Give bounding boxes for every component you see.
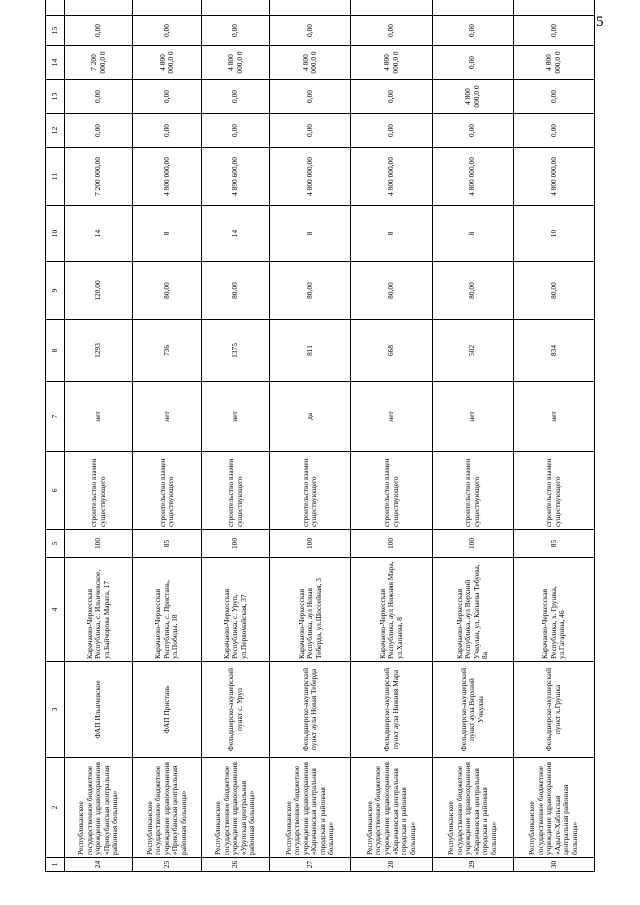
facility-name: Фельдшерско-акушерский пункт х.Грушка <box>513 662 594 758</box>
area: 80,00 <box>432 262 513 320</box>
work-type: строительство взамен существующего <box>270 452 351 530</box>
header-cell: 8 <box>46 320 65 382</box>
population: 1293 <box>65 320 133 382</box>
area: 120,00 <box>65 262 133 320</box>
staff-count: 8 <box>432 206 513 262</box>
work-type: строительство взамен существующего <box>133 452 201 530</box>
area: 80,00 <box>513 262 594 320</box>
header-cell: 14 <box>46 46 65 80</box>
work-type: строительство взамен существующего <box>65 452 133 530</box>
population: 811 <box>270 320 351 382</box>
row-number: 25 <box>133 858 201 872</box>
wear-percent: 85 <box>513 530 594 558</box>
table-row <box>65 0 133 872</box>
cost-cell: 4 800 000,0 0 <box>270 46 351 80</box>
wear-percent: 100 <box>270 530 351 558</box>
population: 502 <box>432 320 513 382</box>
header-cell: 15 <box>46 16 65 46</box>
table-row <box>201 0 269 872</box>
header-cell: 4 <box>46 558 65 662</box>
facility-name: Фельдшерско-акушерский пункт аула Верхний Учкулан <box>432 662 513 758</box>
facility-address: Карачаево-Черкесская Республика, аул Нижняя Мара, ул.Хапаева, 8 <box>351 558 432 662</box>
cost-cell: 0,00 <box>133 16 201 46</box>
pickup-flag: нет <box>133 382 201 452</box>
pickup-flag: нет <box>513 382 594 452</box>
area: 80,00 <box>351 262 432 320</box>
work-type: строительство взамен существующего <box>201 452 269 530</box>
institution-name: Республиканское государственное бюджетное учреждение здравоохранения «Карачаевская центральная городская и районная больница» <box>351 758 432 858</box>
cost-cell <box>270 0 351 16</box>
table-row <box>133 0 201 872</box>
cost-cell: 0,00 <box>432 16 513 46</box>
header-cell: 1 <box>46 858 65 872</box>
cost-cell: 0,00 <box>65 16 133 46</box>
facility-name: Фельдшерско-акушерский пункт аула Нижняя Мара <box>351 662 432 758</box>
header-row <box>46 0 65 872</box>
table-row <box>351 0 432 872</box>
staff-count: 14 <box>201 206 269 262</box>
total-cost: 4 800 000,00 <box>432 148 513 206</box>
area: 80,00 <box>133 262 201 320</box>
cost-cell <box>201 0 269 16</box>
cost-cell: 0,00 <box>270 114 351 148</box>
staff-count: 14 <box>65 206 133 262</box>
institution-name: Республиканское государственное бюджетное учреждение здравоохранения «Прикубанская центральная районная больница» <box>65 758 133 858</box>
institution-name: Республиканское государственное бюджетное учреждение здравоохранения «Карачаевская центральная городская и районная больница» <box>432 758 513 858</box>
table-row <box>513 0 594 872</box>
cost-cell: 4 800 000,0 0 <box>513 46 594 80</box>
row-number: 29 <box>432 858 513 872</box>
header-cell: 9 <box>46 262 65 320</box>
header-cell: 7 <box>46 382 65 452</box>
pickup-flag: нет <box>65 382 133 452</box>
area: 80,00 <box>270 262 351 320</box>
total-cost: 7 200 000,00 <box>65 148 133 206</box>
cost-cell: 4 800 000,0 0 <box>201 46 269 80</box>
total-cost: 4 890 600,00 <box>201 148 269 206</box>
institution-name: Республиканское государственное бюджетное учреждение здравоохранения «Прикубанская центральная районная больница» <box>133 758 201 858</box>
cost-cell: 0,00 <box>65 80 133 114</box>
cost-cell: 0,00 <box>133 114 201 148</box>
total-cost: 4 800 000,00 <box>351 148 432 206</box>
population: 834 <box>513 320 594 382</box>
total-cost: 4 800 000,00 <box>133 148 201 206</box>
wear-percent: 100 <box>432 530 513 558</box>
institution-name: Республиканское государственное бюджетное учреждение здравоохранения «Урупская центральная районная больница» <box>201 758 269 858</box>
header-cell: 3 <box>46 662 65 758</box>
population: 1375 <box>201 320 269 382</box>
cost-cell: 0,00 <box>201 114 269 148</box>
header-cell: 12 <box>46 114 65 148</box>
cost-cell: 7 200 000,0 0 <box>65 46 133 80</box>
cost-cell: 0,00 <box>513 80 594 114</box>
cost-cell: 0,00 <box>270 16 351 46</box>
facility-address: Карачаево-Черкесская Республика, аул Новая Теберда, ул.Шоссейная, 3 <box>270 558 351 662</box>
row-number: 27 <box>270 858 351 872</box>
cost-cell: 0,00 <box>65 114 133 148</box>
work-type: строительство взамен существующего <box>351 452 432 530</box>
staff-count: 8 <box>133 206 201 262</box>
wear-percent: 85 <box>133 530 201 558</box>
cost-cell <box>351 0 432 16</box>
cost-cell <box>432 0 513 16</box>
population: 736 <box>133 320 201 382</box>
cost-cell: 4 800 000,0 0 <box>133 46 201 80</box>
cost-cell: 0,00 <box>432 46 513 80</box>
pickup-flag: нет <box>351 382 432 452</box>
staff-count: 10 <box>513 206 594 262</box>
total-cost: 4 800 000,00 <box>270 148 351 206</box>
wear-percent: 100 <box>65 530 133 558</box>
header-cell: 5 <box>46 530 65 558</box>
facility-name: ФАП Ильичевское <box>65 662 133 758</box>
population: 668 <box>351 320 432 382</box>
cost-cell: 0,00 <box>270 80 351 114</box>
rotated-table-wrapper <box>45 22 595 872</box>
row-number: 30 <box>513 858 594 872</box>
wear-percent: 100 <box>351 530 432 558</box>
header-cell: 6 <box>46 452 65 530</box>
staff-count: 8 <box>270 206 351 262</box>
wear-percent: 100 <box>201 530 269 558</box>
pickup-flag: да <box>270 382 351 452</box>
work-type: строительство взамен существующего <box>513 452 594 530</box>
row-number: 24 <box>65 858 133 872</box>
header-cell: 13 <box>46 80 65 114</box>
facility-address: Карачаево-Черкесская Республика, с. Ильичевское, ул.Байчорова Марата, 17 <box>65 558 133 662</box>
page-number: 5 <box>596 14 604 30</box>
cost-cell: 0,00 <box>351 16 432 46</box>
header-cell: 2 <box>46 758 65 858</box>
cost-cell: 0,00 <box>513 16 594 46</box>
cost-cell: 0,00 <box>432 114 513 148</box>
facility-address: Карачаево-Черкесская Республика, аул Верхний Учкулан, ул. Капаева Тебуева, 8а <box>432 558 513 662</box>
facility-address: Карачаево-Черкесская Республика, с. Уруп, ул.Первомайская, 37 <box>201 558 269 662</box>
cost-cell <box>65 0 133 16</box>
table-row <box>270 0 351 872</box>
staff-count: 8 <box>351 206 432 262</box>
table-row <box>432 0 513 872</box>
cost-cell: 0,00 <box>351 114 432 148</box>
area: 80,00 <box>201 262 269 320</box>
row-number: 26 <box>201 858 269 872</box>
cost-cell: 4 800 000,0 0 <box>351 46 432 80</box>
cost-cell: 0,00 <box>201 80 269 114</box>
work-type: строительство взамен существующего <box>432 452 513 530</box>
facility-name: Фельдшерско-акушерский пункт с. Уруп <box>201 662 269 758</box>
facilities-table <box>45 0 595 872</box>
pickup-flag: нет <box>432 382 513 452</box>
total-cost: 4 800 000,00 <box>513 148 594 206</box>
institution-name: Республиканское государственное бюджетное учреждение здравоохранения «Адыге-Хабльская центральная районная больница» <box>513 758 594 858</box>
header-cell <box>46 0 65 16</box>
cost-cell: 4 800 000,0 0 <box>432 80 513 114</box>
institution-name: Республиканское государственное бюджетное учреждение здравоохранения «Карачаевская центральная городская и районная больница» <box>270 758 351 858</box>
facility-name: Фельдшерско-акушерский пункт аула Новая Теберда <box>270 662 351 758</box>
cost-cell: 0,00 <box>201 16 269 46</box>
cost-cell: 0,00 <box>351 80 432 114</box>
header-cell: 10 <box>46 206 65 262</box>
facility-name: ФАП Пристань <box>133 662 201 758</box>
header-cell: 11 <box>46 148 65 206</box>
cost-cell <box>513 0 594 16</box>
cost-cell <box>133 0 201 16</box>
facility-address: Карачаево-Черкесская Республика, х. Грушка, ул.Гагарина, 46 <box>513 558 594 662</box>
pickup-flag: нет <box>201 382 269 452</box>
facility-address: Карачаево-Черкесская Республика, с. Пристань, ул.Победы, 18 <box>133 558 201 662</box>
row-number: 28 <box>351 858 432 872</box>
cost-cell: 0,00 <box>513 114 594 148</box>
cost-cell: 0,00 <box>133 80 201 114</box>
